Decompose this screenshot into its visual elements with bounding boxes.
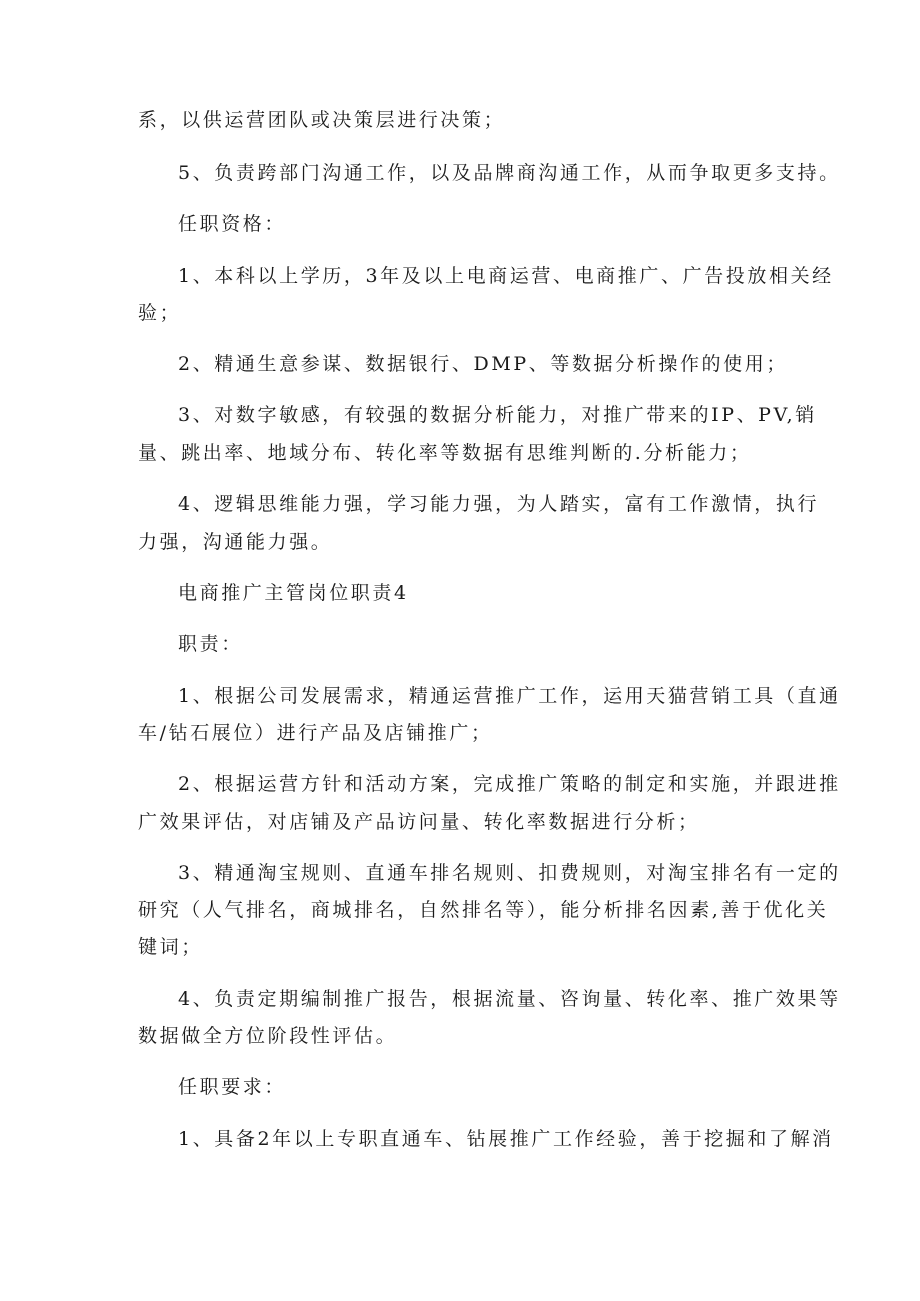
text-line: 键词； (138, 936, 203, 958)
section-heading: 任职要求： (178, 1076, 287, 1098)
text-line: 车/钻石展位）进行产品及店铺推广； (138, 722, 493, 744)
text-line: 1、本科以上学历，3年及以上电商运营、电商推广、广告投放相关经 (178, 265, 834, 287)
section-title: 电商推广主管岗位职责4 (178, 582, 409, 604)
text-line: 4、逻辑思维能力强，学习能力强，为人踏实，富有工作激情，执行 (178, 493, 820, 515)
text-line: 1、根据公司发展需求，精通运营推广工作，运用天猫营销工具（直通 (178, 685, 841, 707)
section-heading: 任职资格： (178, 213, 287, 235)
text-line: 5、负责跨部门沟通工作，以及品牌商沟通工作，从而争取更多支持。 (178, 162, 841, 184)
text-line: 量、跳出率、地域分布、转化率等数据有思维判断的.分析能力； (138, 442, 752, 464)
section-heading: 职责： (178, 633, 243, 655)
text-line: 力强，沟通能力强。 (138, 531, 333, 553)
text-line: 4、负责定期编制推广报告，根据流量、咨询量、转化率、推广效果等 (178, 988, 841, 1010)
text-line: 2、精通生意参谋、数据银行、DMP、等数据分析操作的使用； (178, 353, 788, 375)
text-line: 广效果评估，对店铺及产品访问量、转化率数据进行分析； (138, 811, 700, 833)
text-line: 2、根据运营方针和活动方案，完成推广策略的制定和实施，并跟进推 (178, 773, 841, 795)
text-line: 验； (138, 302, 182, 324)
text-line: 3、精通淘宝规则、直通车排名规则、扣费规则，对淘宝排名有一定的 (178, 862, 841, 884)
text-line: 3、对数字敏感，有较强的数据分析能力，对推广带来的IP、PV,销 (178, 404, 817, 426)
text-line: 1、具备2年以上专职直通车、钻展推广工作经验，善于挖掘和了解消 (178, 1128, 834, 1150)
text-line: 研究（人气排名，商城排名，自然排名等），能分析排名因素,善于优化关 (138, 899, 829, 921)
text-line: 系，以供运营团队或决策层进行决策； (138, 109, 506, 131)
text-line: 数据做全方位阶段性评估。 (138, 1025, 398, 1047)
